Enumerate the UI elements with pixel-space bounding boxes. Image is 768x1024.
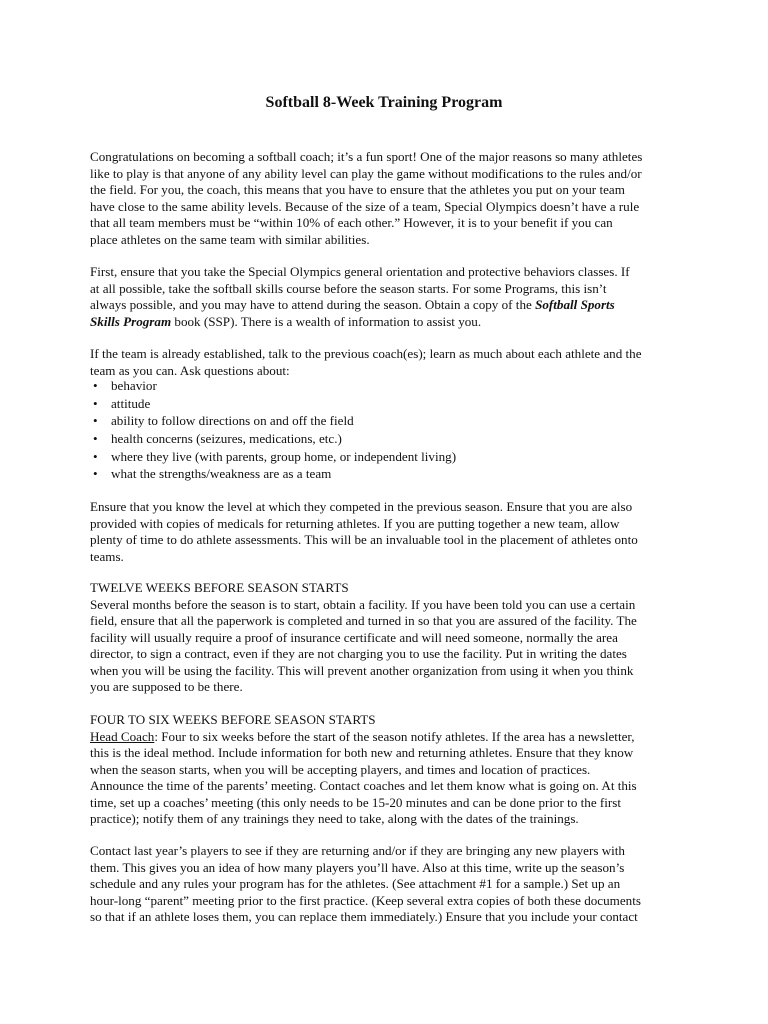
contact-line: hour-long “parent” meeting prior to the first practice. (Keep several extra copies of both these documents (90, 892, 641, 908)
bullet-icon: • (93, 448, 98, 464)
section-line: this is the ideal method. Include information for both new and returning athletes. Ensure that they know (90, 745, 634, 760)
established-line: team as you can. Ask questions about: (90, 362, 290, 378)
section-line (90, 729, 690, 746)
question-list (92, 378, 692, 484)
list-item-text: attitude (111, 395, 151, 411)
list-item-text: behavior (111, 378, 157, 393)
orientation-line: at all possible, take the softball skills course before the season starts. For some Programs, this isn’t (90, 280, 607, 296)
section-line: when the season starts, when you will be accepting players, and times and location of practices. (90, 761, 591, 777)
ensure-paragraph (90, 499, 690, 565)
orientation-line: First, ensure that you take the Special Olympics general orientation and protective behaviors classes. If (90, 264, 630, 279)
established-team-paragraph (90, 346, 690, 379)
bullet-icon: • (93, 395, 98, 411)
ensure-line: plenty of time to do athlete assessments. This will be an invaluable tool in the placement of athletes onto (90, 532, 638, 547)
twelve-weeks-section (90, 580, 690, 696)
list-item-text: where they live (with parents, group home, or independent living) (111, 448, 457, 464)
section-line: you are supposed to be there. (90, 679, 243, 694)
list-item (92, 378, 692, 396)
list-item-text: ability to follow directions on and off the field (111, 413, 354, 429)
section-text: : Four to six weeks before the start of the season notify athletes. If the area has a newsletter, (154, 728, 635, 744)
established-line: If the team is already established, talk to the previous coach(es); learn as much about each athlete and the (90, 346, 642, 361)
ensure-line: provided with copies of medicals for returning athletes. If you are putting together a new team, allow (90, 515, 620, 531)
bullet-icon: • (93, 431, 98, 447)
list-item (92, 449, 692, 467)
intro-line: have close to the same ability levels. Because of the size of a team, Special Olympics doesn’t have a rule (90, 198, 640, 214)
ensure-line: teams. (90, 548, 124, 564)
four-to-six-weeks-section (90, 712, 690, 828)
section-heading: TWELVE WEEKS BEFORE SEASON STARTS (90, 580, 349, 595)
section-heading: FOUR TO SIX WEEKS BEFORE SEASON STARTS (90, 712, 376, 727)
section-line: Several months before the season is to start, obtain a facility. If you have been told you can use a certain (90, 596, 636, 612)
contact-paragraph (90, 843, 690, 926)
intro-line: the field. For you, the coach, this means that you have to ensure that the athletes you put on your team (90, 182, 625, 197)
section-line: facility will usually require a proof of insurance certificate and will need someone, normally the area (90, 629, 618, 645)
section-line: practice); notify them of any trainings they need to take, along with the dates of the trainings. (90, 811, 579, 826)
section-line: time, set up a coaches’ meeting (this only needs to be 15-20 minutes and can be done prior to the first (90, 794, 621, 810)
intro-line: like to play is that anyone of any ability level can play the game without modifications to the rules and/or (90, 165, 642, 181)
contact-line: schedule and any rules your program has for the athletes. (See attachment #1 for a sample.) Set up an (90, 876, 621, 891)
ensure-line: Ensure that you know the level at which they competed in the previous season. Ensure that you are also (90, 499, 633, 514)
contact-line: Contact last year’s players to see if they are returning and/or if they are bringing any new players with (90, 843, 625, 858)
bullet-icon: • (93, 378, 98, 393)
list-item (92, 396, 692, 414)
book-title-part-1: Softball Sports (535, 297, 615, 312)
orientation-line (90, 314, 690, 331)
bullet-icon: • (93, 466, 98, 482)
intro-paragraph (90, 149, 690, 248)
contact-line: them. This gives you an idea of how many players you’ll have. Also at this time, write up the season’s (90, 859, 625, 875)
list-item-text: health concerns (seizures, medications, etc.) (111, 431, 342, 447)
list-item (92, 431, 692, 449)
orientation-text: book (SSP). There is a wealth of information to assist you. (171, 313, 482, 329)
section-line: Announce the time of the parents’ meeting. Contact coaches and let them know what is going on. At this (90, 778, 637, 793)
section-line: director, to sign a contract, even if they are not charging you to use the facility. Put in writing the dates (90, 646, 627, 661)
bullet-icon: • (93, 413, 98, 429)
page-title: Softball 8-Week Training Program (265, 94, 503, 111)
orientation-text: always possible, and you may have to attend during the season. Obtain a copy of the (90, 297, 536, 312)
list-item (92, 466, 692, 484)
orientation-paragraph (90, 264, 690, 330)
list-item (92, 413, 692, 431)
intro-line: place athletes on the same team with similar abilities. (90, 231, 370, 247)
section-line: field, ensure that all the paperwork is completed and turned in so that you are assured of the facility. The (90, 613, 637, 628)
head-coach-label: Head Coach (90, 728, 155, 744)
orientation-line (90, 297, 690, 314)
section-line: when you will be using the facility. This will prevent another organization from using it when you think (90, 662, 634, 678)
intro-line: Congratulations on becoming a softball coach; it’s a fun sport! One of the major reasons so many athletes (90, 149, 643, 164)
contact-line: so that if an athlete loses them, you can replace them immediately.) Ensure that you include your contact (90, 909, 638, 924)
list-item-text: what the strengths/weakness are as a team (111, 466, 332, 482)
book-title-part-2: Skills Program (90, 313, 172, 329)
intro-line: that all team members must be “within 10% of each other.” However, it is to your benefit if you can (90, 215, 613, 230)
